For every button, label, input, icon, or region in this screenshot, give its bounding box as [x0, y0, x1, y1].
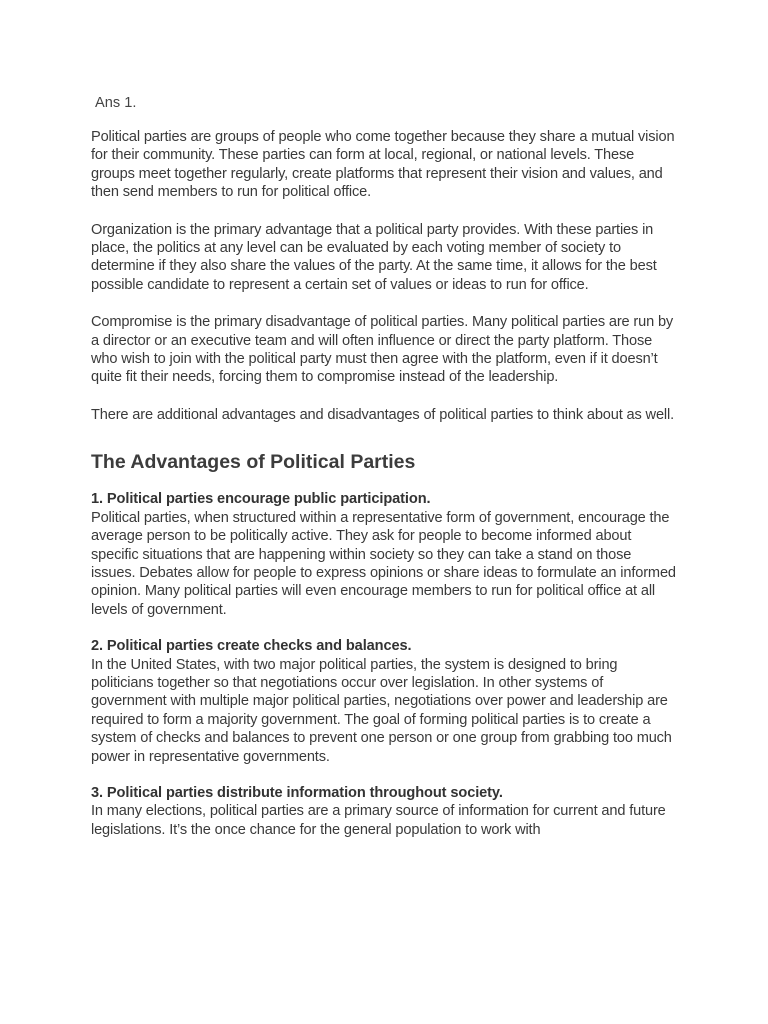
- advantage-body: In many elections, political parties are a primary source of information for current and future legislations. It’s the once chance for the general population to work with: [91, 803, 666, 838]
- section-heading: The Advantages of Political Parties: [91, 451, 416, 474]
- intro-paragraph-1: Political parties are groups of people who come together because they share a mutual vision for their community. These parties can form at local, regional, or national levels. These groups meet together regularly, create platforms that represent their vision and values, and then send members to run for political office.: [91, 129, 675, 201]
- answer-label: Ans 1.: [95, 95, 137, 111]
- advantage-item-2: [91, 637, 678, 766]
- advantage-body: Political parties, when structured within a representative form of government, encourage the average person to be politically active. They ask for people to become informed about specific situations that are happening within society so they can take a stand on those issues. Debates allow for people to express opinions or share ideas to formulate an informed opinion. Many political parties will even encourage members to run for political office at all levels of government.: [91, 509, 676, 618]
- advantage-heading: 2. Political parties create checks and balances.: [91, 638, 412, 655]
- intro-paragraph-2: Organization is the primary advantage that a political party provides. With these parties in place, the politics at any level can be evaluated by each voting member of society to determine if they also share the values of the party. At the same time, it allows for the best possible candidate to represent a certain set of values or ideas to run for office.: [91, 221, 657, 293]
- advantage-item-3: [91, 784, 678, 839]
- advantage-heading: 3. Political parties distribute information throughout society.: [91, 784, 503, 801]
- advantage-heading: 1. Political parties encourage public participation.: [91, 491, 431, 508]
- intro-paragraph-4: There are additional advantages and disadvantages of political parties to think about as well.: [91, 406, 675, 423]
- intro-paragraph-3: Compromise is the primary disadvantage of political parties. Many political parties are run by a director or an executive team and will often influence or direct the party platform. Those who wish to join with the political party must then agree with the platform, even if it doesn’t quite fit their needs, forcing them to compromise instead of the leadership.: [91, 314, 674, 386]
- advantage-item-1: [91, 490, 678, 619]
- advantage-body: In the United States, with two major political parties, the system is designed to bring politicians together so that negotiations occur over legislation. In other systems of government with multiple major political parties, negotiations over power and leadership are required to form a majority government. The goal of forming political parties is to create a system of checks and balances to prevent one person or one group from grabbing too much power in representative governments.: [91, 656, 672, 765]
